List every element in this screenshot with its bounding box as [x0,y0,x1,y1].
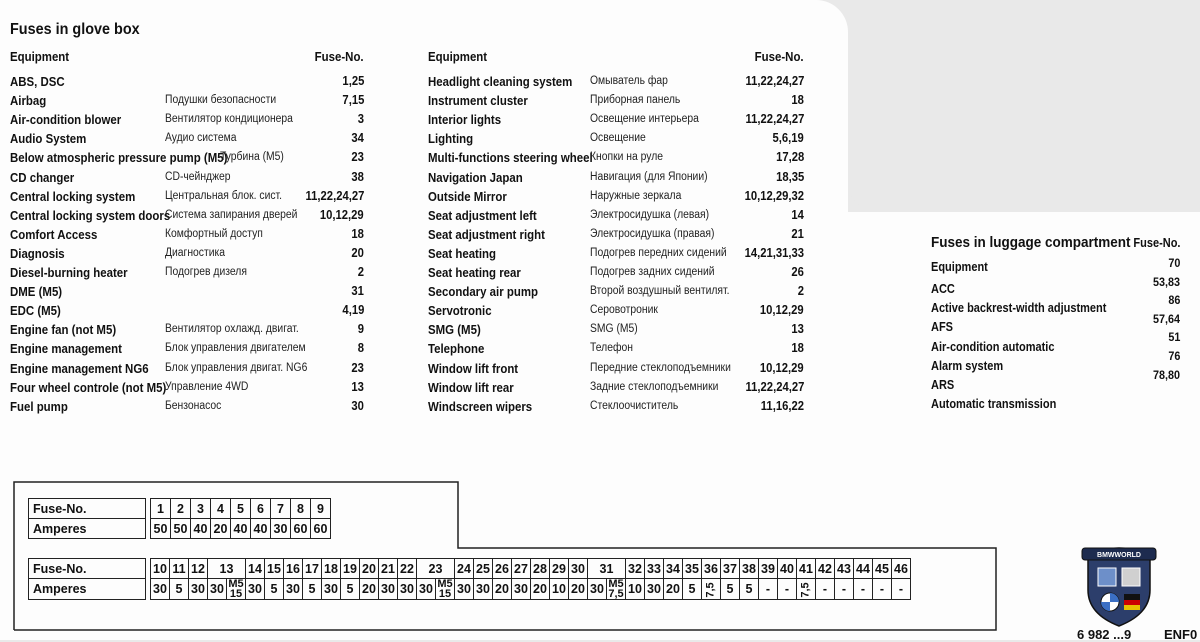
equipment-name-ru: Стеклоочиститель [590,399,679,412]
amp-cell: - [778,579,797,600]
fuse-number: 21 [791,226,804,241]
fuse-cell: 14 [246,559,265,579]
fuse-cell: 42 [816,559,835,579]
fuse-number: 38 [351,169,364,184]
fuse-number: 4,19 [342,303,364,318]
fuse-cell: 26 [493,559,512,579]
equipment-name-ru: Приборная панель [590,94,681,107]
amp-cell [607,579,626,600]
luggage-equipment-name: Active backrest-width adjustment [931,301,1107,316]
amp-cell: 20 [664,579,683,600]
equipment-name: EDC (M5) [10,303,61,319]
equipment-name: Diagnosis [10,245,65,261]
fuse-number: 11,22,24,27 [745,112,804,127]
fuse-cell: 30 [569,559,588,579]
fuse-cell: 38 [740,559,759,579]
amp-cell: 30 [271,519,291,539]
amp-cell: 5 [341,579,360,600]
amp-cell: 40 [191,519,211,539]
equipment-name-ru: Управление 4WD [165,380,249,393]
amp-cell: 30 [208,579,227,600]
amp-cell: 30 [417,579,436,600]
fuse-cell: 27 [512,559,531,579]
fuse-number: 2 [357,265,364,279]
fuse-cell: 23 [417,559,455,579]
equipment-name-ru: Блок управления двигателем [165,342,306,355]
equipment-name-ru: Система запирания дверей [165,208,298,221]
equipment-name: DME (M5) [10,284,63,300]
luggage-fuse-number: 76 [1167,349,1180,363]
fuse-cell: 1 [151,499,171,519]
luggage-fuse-number: 78,80 [1152,367,1180,382]
fuse-cell: 31 [588,559,626,579]
fuse-number: 31 [351,284,364,299]
fuse-number: 18 [791,93,804,108]
fuse-cell: 16 [284,559,303,579]
amp-cell: - [892,579,911,600]
amp-cell: 30 [588,579,607,600]
left-equipment-header: Equipment [10,49,70,64]
luggage-fuse-number: 53,83 [1152,274,1180,289]
equipment-name: Window lift rear [428,379,514,395]
equipment-name-ru: Второй воздушный вентилят. [590,285,730,298]
equipment-name-ru: Подогрев передних сидений [590,246,727,259]
equipment-name-ru: Центральная блок. сист. [165,189,283,202]
amp-cell: 30 [379,579,398,600]
equipment-name: Seat adjustment right [428,226,545,242]
amp-cell: 5 [683,579,702,600]
fuse-cell: 3 [191,499,211,519]
luggage-equipment-header: Equipment [931,260,988,274]
equipment-name: Below atmospheric pressure pump (M5) [10,150,228,166]
fuse-number: 10,12,29,32 [744,188,804,203]
bmw-club-crest-logo [1080,540,1158,628]
amp-variant-value: 7,5 [608,588,624,600]
equipment-name-ru: Аудио система [165,132,237,145]
fuse-number: 18 [791,341,804,356]
fuse-number: 26 [791,265,804,279]
amp-cell: 30 [322,579,341,600]
amp-cell: 20 [211,519,231,539]
amp1-fuse-label: Fuse-No. [29,499,146,519]
amp-cell [227,579,246,600]
document-number: 6 982 ...9 [1077,627,1132,642]
amp-cell: 30 [512,579,531,600]
fuse-cell: 2 [171,499,191,519]
amp-cell: 10 [550,579,569,600]
equipment-name-ru: Кнопки на руле [590,151,664,164]
luggage-fuse-number: 86 [1167,293,1180,308]
amp1-amps-label: Amperes [29,519,146,539]
amp-cell: 30 [398,579,417,600]
equipment-name: Engine management NG6 [10,360,149,376]
luggage-fuse-number: 51 [1167,330,1180,345]
amp-cell [436,579,455,600]
fuse-cell: 36 [702,559,721,579]
equipment-name: Window lift front [428,360,519,376]
amp2-fuse-label: Fuse-No. [29,559,146,579]
equipment-name: Air-condition blower [10,112,122,128]
equipment-name: Seat adjustment left [428,207,537,223]
equipment-name-ru: Передние стеклоподъемники [590,361,731,374]
fuse-number: 20 [351,245,364,260]
equipment-name: ABS, DSC [10,74,65,89]
amp-cell: - [835,579,854,600]
amp-cell: - [816,579,835,600]
equipment-name: Four wheel controle (not M5) [10,379,167,395]
fuse-number: 18,35 [775,169,804,184]
fuse-cell: 22 [398,559,417,579]
fuse-number: 3 [357,112,364,127]
amp-cell: - [854,579,873,600]
equipment-name: Telephone [428,341,485,357]
luggage-fuse-header: Fuse-No. [1132,236,1180,250]
fuse-number: 13 [791,322,804,337]
equipment-name: Audio System [10,131,87,147]
luggage-equipment-name: ACC [931,282,955,296]
amp-cell: 40 [231,519,251,539]
amp-cell: 50 [151,519,171,539]
fuse-cell: 4 [211,499,231,519]
equipment-name-ru: Диагностика [165,246,226,259]
luggage-title: Fuses in luggage compartment [931,234,1131,251]
equipment-name: Interior lights [428,112,502,128]
equipment-name: Central locking system [10,188,136,204]
right-equipment-header: Equipment [428,49,488,64]
fuse-number: 10,12,29 [760,360,804,375]
equipment-name: Central locking system doors [10,207,171,223]
equipment-name-ru: Освещение интерьера [590,113,699,126]
fuse-number: 11,22,24,27 [305,188,364,203]
logo-banner-text: BMWWORLD [1097,552,1141,559]
luggage-fuse-number: 57,64 [1152,311,1180,326]
fuse-number: 1,25 [342,74,364,88]
amp-variant-label: M5 [608,578,624,590]
fuse-cell: 24 [455,559,474,579]
equipment-name: Fuel pump [10,398,68,414]
amp-table-1 [28,498,331,539]
amp-cell: - [759,579,778,600]
equipment-name-ru: Вентилятор кондиционера [165,113,293,126]
equipment-name: Headlight cleaning system [428,74,573,89]
fuse-cell: 29 [550,559,569,579]
fuse-cell: 37 [721,559,740,579]
equipment-name-ru: Бензонасос [165,399,222,412]
equipment-name: Seat heating [428,245,497,261]
equipment-name: Diesel-burning heater [10,265,128,280]
fuse-number: 10,12,29 [760,303,804,318]
equipment-name-ru: Электросидушка (правая) [590,227,715,240]
fuse-cell: 41 [797,559,816,579]
fuse-cell: 19 [341,559,360,579]
fuse-number: 9 [357,322,364,337]
fuse-cell: 11 [170,559,189,579]
fuse-cell: 20 [360,559,379,579]
amp-value: 7,5 [704,582,717,598]
fuse-cell: 33 [645,559,664,579]
equipment-name: Outside Mirror [428,188,507,204]
equipment-name: Lighting [428,131,474,147]
amp-table-2 [28,558,911,600]
fuse-cell: 28 [531,559,550,579]
luggage-equipment-name: Air-condition automatic [931,339,1055,354]
equipment-name-ru: Подушки безопасности [165,94,277,107]
fuse-cell: 43 [835,559,854,579]
amp-cell: 10 [626,579,645,600]
fuse-number: 23 [351,150,364,165]
amp-cell: 20 [569,579,588,600]
equipment-name: Engine fan (not M5) [10,322,117,338]
amp-cell: 30 [455,579,474,600]
amp-value: 7,5 [799,582,812,598]
luggage-equipment-name: AFS [931,320,953,335]
equipment-name-ru: Задние стеклоподъемники [590,380,719,393]
amp2-amps-label: Amperes [29,579,146,600]
fuse-cell: 35 [683,559,702,579]
equipment-name-ru: CD-чейнджер [165,170,231,183]
fuse-number: 11,16,22 [760,398,804,413]
equipment-name-ru: Подогрев дизеля [165,266,247,278]
fuse-cell: 44 [854,559,873,579]
amp-variant-label: M5 [437,578,453,590]
equipment-name: Secondary air pump [428,284,538,300]
fuse-number: 7,15 [342,93,364,108]
fuse-cell: 34 [664,559,683,579]
equipment-name-ru: Блок управления двигат. NG6 [165,361,308,374]
fuse-number: 34 [351,131,364,146]
equipment-name: SMG (M5) [428,322,481,338]
right-fuse-header: Fuse-No. [755,49,804,64]
amp-cell: 30 [189,579,208,600]
equipment-name-ru: Турбина (M5) [220,151,284,164]
equipment-name-ru: Наружные зеркала [590,189,682,202]
fuse-cell: 10 [151,559,170,579]
fuse-number: 11,22,24,27 [745,74,804,88]
luggage-fuse-number: 70 [1167,256,1180,270]
amp-cell: 20 [531,579,550,600]
fuse-cell: 13 [208,559,246,579]
amp-variant-value: 15 [229,588,243,600]
equipment-name: Engine management [10,341,122,357]
amp-cell: 20 [360,579,379,600]
amp-cell: 60 [311,519,331,539]
fuse-cell: 25 [474,559,493,579]
amp-cell: 30 [645,579,664,600]
fuse-cell: 32 [626,559,645,579]
equipment-name: Servotronic [428,303,492,319]
amp-cell: 5 [303,579,322,600]
amp-cell [702,579,721,600]
fuse-number: 18 [351,226,364,241]
amp-cell: 40 [251,519,271,539]
amp-cell [797,579,816,600]
fuse-number: 11,22,24,27 [745,379,804,394]
amp-cell: - [873,579,892,600]
equipment-name: Airbag [10,93,47,109]
fuse-number: 13 [351,379,364,394]
amp-cell: 20 [493,579,512,600]
equipment-name: Multi-functions steering wheel [428,150,593,166]
equipment-name: Comfort Access [10,226,98,242]
amp-cell: 30 [151,579,170,600]
luggage-equipment-name: ARS [931,378,955,392]
amp-cell: 5 [265,579,284,600]
fuse-cell: 18 [322,559,341,579]
fuse-cell: 21 [379,559,398,579]
fuse-number: 8 [357,341,364,356]
equipment-name: Navigation Japan [428,169,523,185]
equipment-name-ru: Серовотроник [590,304,658,317]
equipment-name-ru: Электросидушка (левая) [590,208,710,221]
amp-cell: 30 [284,579,303,600]
amp-cell: 5 [740,579,759,600]
luggage-equipment-name: Automatic transmission [931,397,1057,412]
amp-cell: 30 [474,579,493,600]
fuse-cell: 8 [291,499,311,519]
fuse-cell: 45 [873,559,892,579]
equipment-name-ru: Навигация (для Японии) [590,170,708,183]
document-suffix: ENF0 [1164,627,1198,642]
glove-box-title: Fuses in glove box [10,21,140,38]
equipment-name: Instrument cluster [428,93,528,109]
luggage-equipment-name: Alarm system [931,358,1004,373]
fuse-number: 14 [791,207,804,222]
amp-cell: 50 [171,519,191,539]
amp-cell: 5 [170,579,189,600]
left-fuse-header: Fuse-No. [315,49,364,64]
amp-cell: 60 [291,519,311,539]
amp-cell: 30 [246,579,265,600]
fuse-cell: 40 [778,559,797,579]
equipment-name-ru: Телефон [590,342,633,355]
equipment-name-ru: SMG (M5) [590,323,638,336]
amp-variant-label: M5 [228,578,244,590]
fuse-cell: 7 [271,499,291,519]
equipment-name: CD changer [10,169,75,185]
fuse-cell: 15 [265,559,284,579]
fuse-number: 23 [351,360,364,375]
fuse-cell: 12 [189,559,208,579]
fuse-cell: 5 [231,499,251,519]
equipment-name-ru: Вентилятор охлажд. двигат. [165,323,299,336]
fuse-cell: 9 [311,499,331,519]
equipment-name-ru: Омыватель фар [590,75,668,87]
equipment-name-ru: Комфортный доступ [165,227,263,240]
equipment-name: Windscreen wipers [428,398,533,414]
fuse-number: 10,12,29 [320,207,364,222]
equipment-name: Seat heating rear [428,265,521,280]
equipment-name-ru: Освещение [590,132,646,145]
amp-variant-value: 15 [438,588,452,600]
fuse-number: 30 [351,398,364,413]
fuse-cell: 17 [303,559,322,579]
fuse-number: 17,28 [775,150,804,165]
fuse-cell: 39 [759,559,778,579]
fuse-cell: 6 [251,499,271,519]
fuse-number: 14,21,31,33 [744,245,804,260]
fuse-cell: 46 [892,559,911,579]
amp-cell: 5 [721,579,740,600]
equipment-name-ru: Подогрев задних сидений [590,266,715,278]
fuse-number: 5,6,19 [772,131,804,146]
fuse-number: 2 [797,284,804,299]
